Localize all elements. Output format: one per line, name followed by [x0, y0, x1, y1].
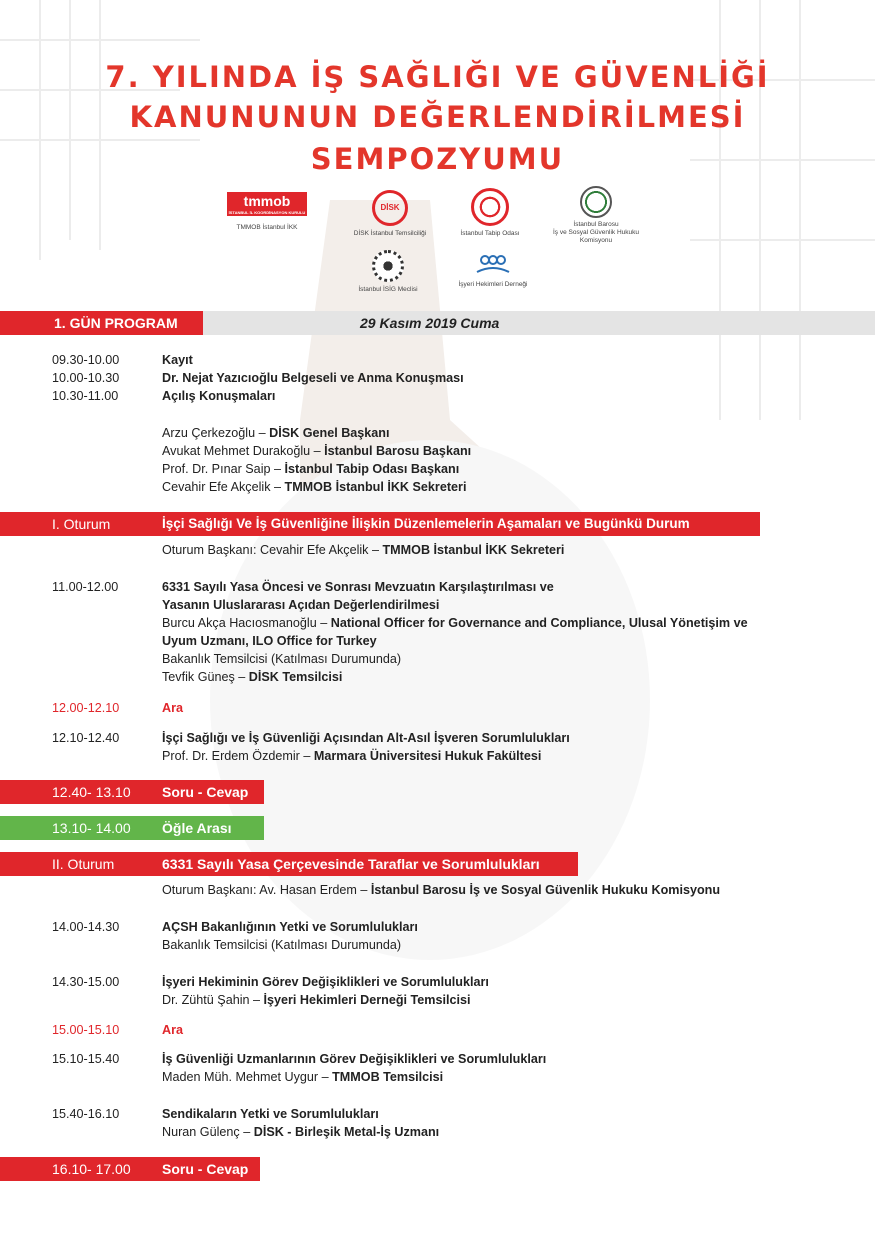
speaker-1: Arzu Çerkezoğlu – DİSK Genel Başkanı — [162, 426, 390, 440]
break2-text: Ara — [162, 1023, 183, 1037]
talk3-time: 14.00-14.30 — [52, 920, 120, 934]
talk5-time: 15.10-15.40 — [52, 1052, 120, 1066]
tmmob-logo-sub: İSTANBUL İL KOORDİNASYON KURULU — [228, 210, 306, 215]
baro-logo — [540, 186, 652, 245]
talk2-speaker: Prof. Dr. Erdem Özdemir – Marmara Üniversitesi Hukuk Fakültesi — [162, 749, 542, 763]
talk4-time: 14.30-15.00 — [52, 975, 120, 989]
isig-caption: İstanbul İSİG Meclisi — [358, 286, 418, 293]
talk1-speaker-1: Burcu Akça Hacıosmanoğlu – National Officer for Governance and Compliance, Ulusal Yönetişim ve — [162, 616, 748, 630]
tmmob-logo-word: tmmob — [243, 193, 291, 209]
talk6-time: 15.40-16.10 — [52, 1107, 120, 1121]
lunch-text: Öğle Arası — [162, 820, 232, 836]
talk3-title: AÇSH Bakanlığının Yetki ve Sorumlulukları — [162, 920, 418, 934]
break2-time: 15.00-15.10 — [52, 1023, 120, 1037]
talk1-title-1: 6331 Sayılı Yasa Öncesi ve Sonrası Mevzuatın Karşılaştırılması ve — [162, 580, 554, 594]
isig-logo — [343, 250, 433, 294]
opening-text-1: Kayıt — [162, 353, 193, 367]
tabip-logo — [445, 188, 535, 238]
title-line-2: KANUNUNUN DEĞERLENDİRİLMESİ — [129, 100, 746, 134]
session2-chair: Oturum Başkanı: Av. Hasan Erdem – İstanbul Barosu İş ve Sosyal Güvenlik Hukuku Komisyonu — [162, 883, 721, 897]
talk1-speaker-3: Tevfik Güneş – DİSK Temsilcisi — [162, 670, 343, 684]
speaker-4: Cevahir Efe Akçelik – TMMOB İstanbul İKK Sekreteri — [162, 480, 467, 494]
baro-emblem — [580, 186, 612, 218]
session2-label: II. Oturum — [52, 856, 115, 872]
lunch-time: 13.10- 14.00 — [52, 820, 131, 836]
break1-time: 12.00-12.10 — [52, 701, 120, 715]
qa1-text: Soru - Cevap — [162, 784, 249, 800]
talk5-speaker: Maden Müh. Mehmet Uygur – TMMOB Temsilcisi — [162, 1070, 444, 1084]
session2-title: 6331 Sayılı Yasa Çerçevesinde Taraflar ve Sorumlulukları — [162, 856, 540, 872]
opening-text-2: Dr. Nejat Yazıcıoğlu Belgeseli ve Anma Konuşması — [162, 371, 464, 385]
isig-emblem — [372, 250, 404, 282]
opening-time-2: 10.00-10.30 — [52, 371, 120, 385]
session1-title: İşçi Sağlığı Ve İş Güvenliğine İlişkin Düzenlemelerin Aşamaları ve Bugünkü Durum — [162, 516, 690, 531]
opening-time-3: 10.30-11.00 — [52, 389, 119, 403]
qa2-text: Soru - Cevap — [162, 1161, 249, 1177]
hekim-emblem — [473, 252, 513, 276]
hekim-logo — [448, 252, 538, 289]
talk2-time: 12.10-12.40 — [52, 731, 120, 745]
talk4-title: İşyeri Hekiminin Görev Değişiklikleri ve Sorumlulukları — [162, 975, 489, 989]
hekim-caption: İşyeri Hekimleri Derneği — [458, 281, 528, 288]
tmmob-logo — [222, 192, 312, 232]
talk5-title: İş Güvenliği Uzmanlarının Görev Değişiklikleri ve Sorumlulukları — [162, 1052, 547, 1066]
speaker-3: Prof. Dr. Pınar Saip – İstanbul Tabip Odası Başkanı — [162, 462, 460, 476]
disk-logo — [345, 190, 435, 238]
disk-logo-word: DİSK — [372, 190, 408, 226]
talk1-speaker-1-role: Uyum Uzmanı, ILO Office for Turkey — [162, 634, 377, 648]
talk1-time: 11.00-12.00 — [52, 580, 119, 594]
disk-caption: DİSK İstanbul Temsilciliği — [353, 230, 427, 237]
talk4-speaker: Dr. Zühtü Şahin – İşyeri Hekimleri Derneği Temsilcisi — [162, 993, 471, 1007]
day-label: 1. GÜN PROGRAM — [54, 315, 178, 331]
opening-text-3: Açılış Konuşmaları — [162, 389, 276, 403]
baro-caption-1: İstanbul Barosu — [573, 221, 619, 228]
talk2-title: İşçi Sağlığı ve İş Güvenliği Açısından Alt-Asıl İşveren Sorumlulukları — [162, 731, 570, 745]
title-line-1: 7. YILINDA İŞ SAĞLIĞI VE GÜVENLİĞİ — [105, 60, 770, 94]
qa1-time: 12.40- 13.10 — [52, 784, 131, 800]
baro-caption-2: İş ve Sosyal Güvenlik Hukuku Komisyonu — [553, 229, 639, 244]
opening-time-1: 09.30-10.00 — [52, 353, 120, 367]
tabip-emblem — [471, 188, 509, 226]
talk6-title: Sendikaların Yetki ve Sorumlulukları — [162, 1107, 379, 1121]
talk1-speaker-2: Bakanlık Temsilcisi (Katılması Durumunda) — [162, 652, 402, 666]
talk6-speaker: Nuran Gülenç – DİSK - Birleşik Metal-İş Uzmanı — [162, 1125, 440, 1139]
speaker-2: Avukat Mehmet Durakoğlu – İstanbul Barosu Başkanı — [162, 444, 472, 458]
title-line-3: SEMPOZYUMU — [310, 142, 565, 176]
session1-chair: Oturum Başkanı: Cevahir Efe Akçelik – TMMOB İstanbul İKK Sekreteri — [162, 543, 565, 557]
talk1-title-2: Yasanın Uluslararası Açıdan Değerlendirilmesi — [162, 598, 440, 612]
day-date: 29 Kasım 2019 Cuma — [360, 315, 500, 331]
talk3-speaker: Bakanlık Temsilcisi (Katılması Durumunda) — [162, 938, 402, 952]
session1-label: I. Oturum — [52, 516, 111, 532]
tmmob-caption: TMMOB İstanbul İKK — [236, 224, 298, 231]
break1-text: Ara — [162, 701, 183, 715]
tabip-caption: İstanbul Tabip Odası — [460, 230, 520, 237]
qa2-time: 16.10- 17.00 — [52, 1161, 131, 1177]
